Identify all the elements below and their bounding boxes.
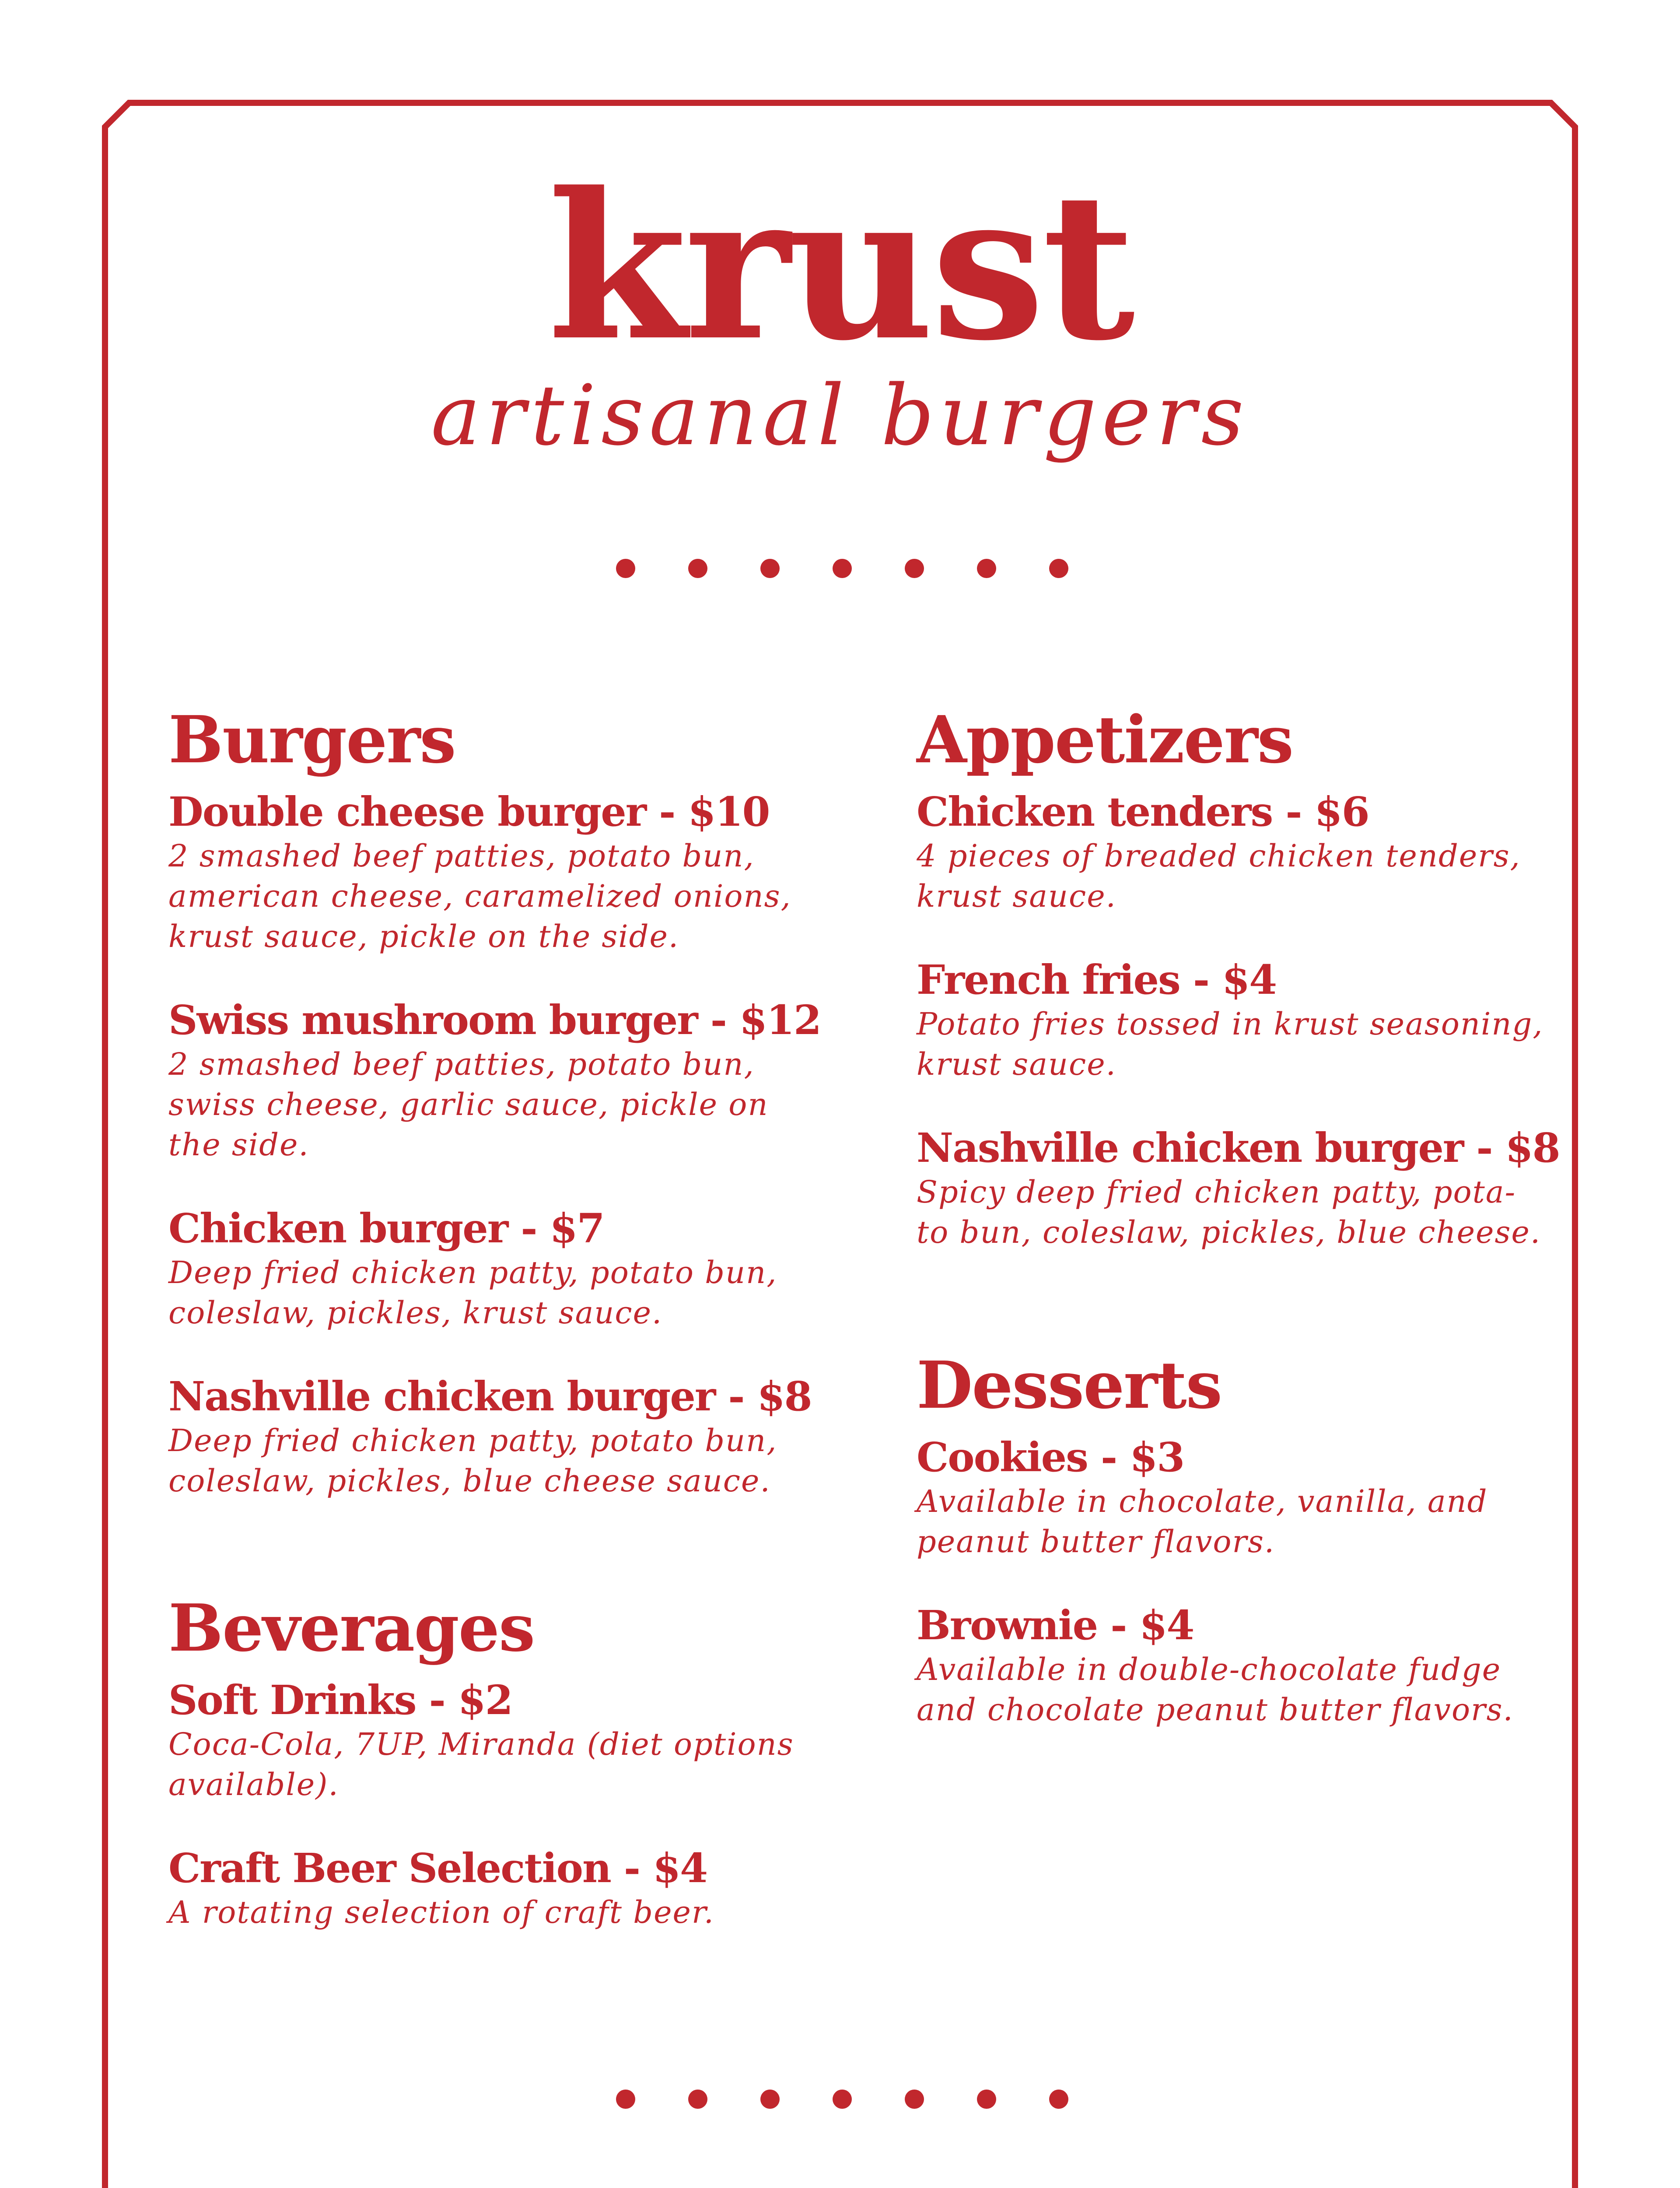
divider-dot bbox=[688, 2090, 707, 2109]
menu-item bbox=[917, 1433, 1551, 1562]
menu-item-description: Deep fried chicken patty, potato bun, coleslaw, pickles, blue cheese sauce. bbox=[168, 1423, 777, 1499]
divider-dot bbox=[1049, 2090, 1068, 2109]
menu-item-name: Nashville chicken burger - $8 bbox=[917, 1124, 1560, 1171]
divider-dot bbox=[616, 559, 635, 578]
menu-item-name: Chicken tenders - $6 bbox=[917, 788, 1369, 835]
bottom-dot-divider bbox=[604, 2080, 1076, 2115]
divider-dot bbox=[833, 2090, 852, 2109]
menu-item-description: 2 smashed beef patties, potato bun, american cheese, caramelized onions, krust sauce, pickle on the side. bbox=[168, 838, 791, 954]
menu-item bbox=[917, 1124, 1560, 1252]
menu-item bbox=[168, 1844, 803, 1932]
menu-item-name: Nashville chicken burger - $8 bbox=[168, 1373, 812, 1420]
divider-dot bbox=[977, 2090, 996, 2109]
menu-item-name: French fries - $4 bbox=[917, 956, 1277, 1003]
menu-item-name: Cookies - $3 bbox=[917, 1434, 1184, 1481]
brand-tagline: artisanal burgers bbox=[430, 367, 1250, 464]
divider-dot bbox=[616, 2090, 635, 2109]
divider-dot bbox=[760, 2090, 780, 2109]
menu-item bbox=[168, 1372, 812, 1501]
divider-dot bbox=[760, 559, 780, 578]
menu-item-name: Chicken burger - $7 bbox=[168, 1205, 604, 1252]
divider-dot bbox=[688, 559, 707, 578]
divider-dot bbox=[833, 559, 852, 578]
menu-item bbox=[917, 788, 1551, 916]
divider-dot bbox=[905, 2090, 924, 2109]
menu-item-description: Spicy deep fried chicken patty, pota- to bun, coleslaw, pickles, blue cheese. bbox=[917, 1174, 1541, 1250]
appetizers-section bbox=[917, 700, 1560, 1292]
menu-item bbox=[168, 788, 803, 957]
menu-item-name: Swiss mushroom burger - $12 bbox=[168, 996, 821, 1044]
divider-dot bbox=[977, 559, 996, 578]
menu-item-description: 2 smashed beef patties, potato bun, swiss cheese, garlic sauce, pickle on the side. bbox=[168, 1046, 769, 1163]
divider-dot bbox=[905, 559, 924, 578]
section-title-burgers: Burgers bbox=[168, 701, 455, 778]
divider-dot bbox=[1049, 559, 1068, 578]
burgers-section bbox=[168, 700, 821, 1540]
brand-logo-text: krust bbox=[547, 149, 1133, 385]
menu-item bbox=[917, 1601, 1551, 1730]
section-title-desserts: Desserts bbox=[917, 1347, 1222, 1423]
menu-item bbox=[168, 1204, 803, 1333]
menu-item-description: Coca-Cola, 7UP, Miranda (diet options available). bbox=[168, 1726, 794, 1802]
menu-item-name: Soft Drinks - $2 bbox=[168, 1676, 512, 1724]
section-title-appetizers: Appetizers bbox=[917, 701, 1293, 778]
menu-item bbox=[168, 996, 821, 1165]
menu-item bbox=[917, 956, 1551, 1084]
menu-item bbox=[168, 1676, 803, 1805]
beverages-section bbox=[168, 1588, 803, 1972]
menu-item-name: Brownie - $4 bbox=[917, 1602, 1194, 1649]
menu-item-description: Available in chocolate, vanilla, and peanut butter flavors. bbox=[917, 1483, 1488, 1560]
menu-item-description: Available in double-chocolate fudge and chocolate peanut butter flavors. bbox=[917, 1652, 1514, 1728]
menu-item-description: 4 pieces of breaded chicken tenders, krust sauce. bbox=[917, 838, 1521, 914]
desserts-section bbox=[917, 1346, 1551, 1769]
menu-item-description: Potato fries tossed in krust seasoning, krust sauce. bbox=[917, 1006, 1544, 1082]
menu-item-name: Craft Beer Selection - $4 bbox=[168, 1844, 707, 1892]
section-title-beverages: Beverages bbox=[168, 1590, 535, 1666]
menu-item-name: Double cheese burger - $10 bbox=[168, 788, 770, 835]
top-dot-divider bbox=[604, 549, 1076, 584]
menu-item-description: Deep fried chicken patty, potato bun, coleslaw, pickles, krust sauce. bbox=[168, 1255, 777, 1331]
menu-item-description: A rotating selection of craft beer. bbox=[168, 1894, 714, 1930]
